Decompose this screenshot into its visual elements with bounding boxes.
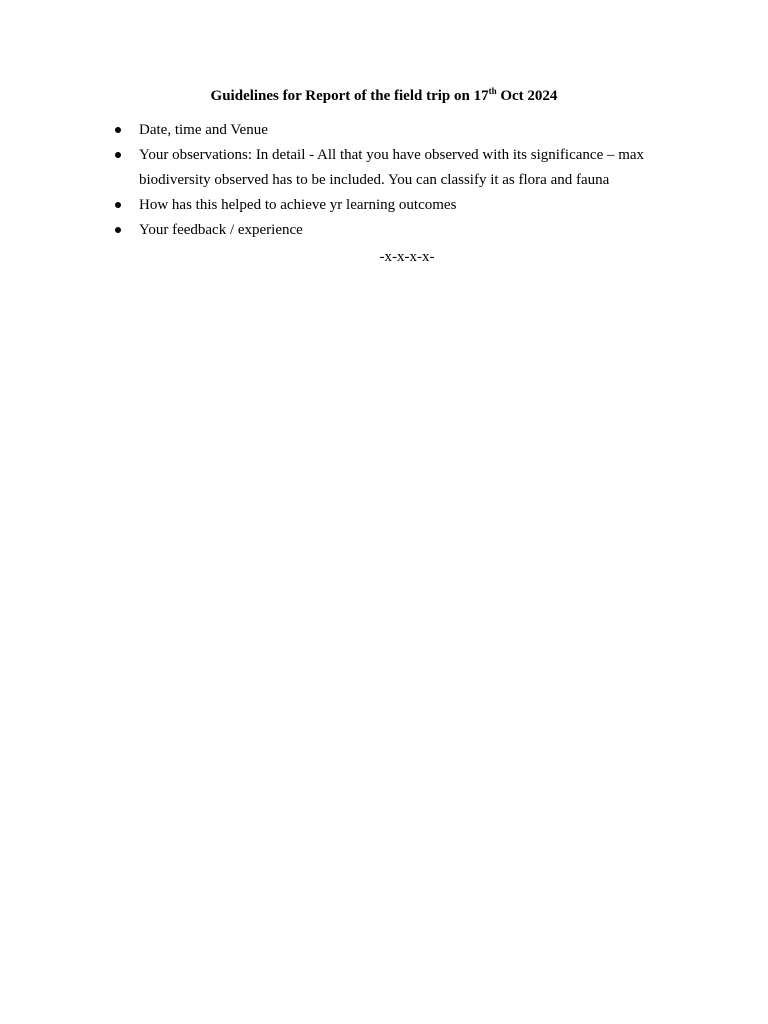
list-item [110, 143, 690, 193]
bullet-icon [115, 127, 121, 133]
title-text: Guidelines for Report of the field trip on 17 [210, 88, 489, 104]
list-item-text: Your observations: In detail - All that you have observed with its significance – max biodiversity observed has to be included. You can classify it as flora and fauna [139, 147, 645, 188]
document-title [0, 86, 768, 106]
list-item-text: How has this helped to achieve yr learning outcomes [139, 197, 457, 213]
title-date-tail: Oct 2024 [496, 88, 558, 104]
bullet-icon [115, 152, 121, 158]
list-item-text: Your feedback / experience [139, 222, 303, 238]
guidelines-list [110, 118, 690, 243]
list-item [110, 193, 690, 218]
bullet-icon [115, 227, 121, 233]
list-item [110, 218, 690, 243]
list-item [110, 118, 690, 143]
end-marker: -x-x-x-x- [379, 249, 435, 265]
list-item-text: Date, time and Venue [139, 122, 268, 138]
title-ordinal-suffix: th [488, 86, 497, 96]
bullet-icon [115, 202, 121, 208]
